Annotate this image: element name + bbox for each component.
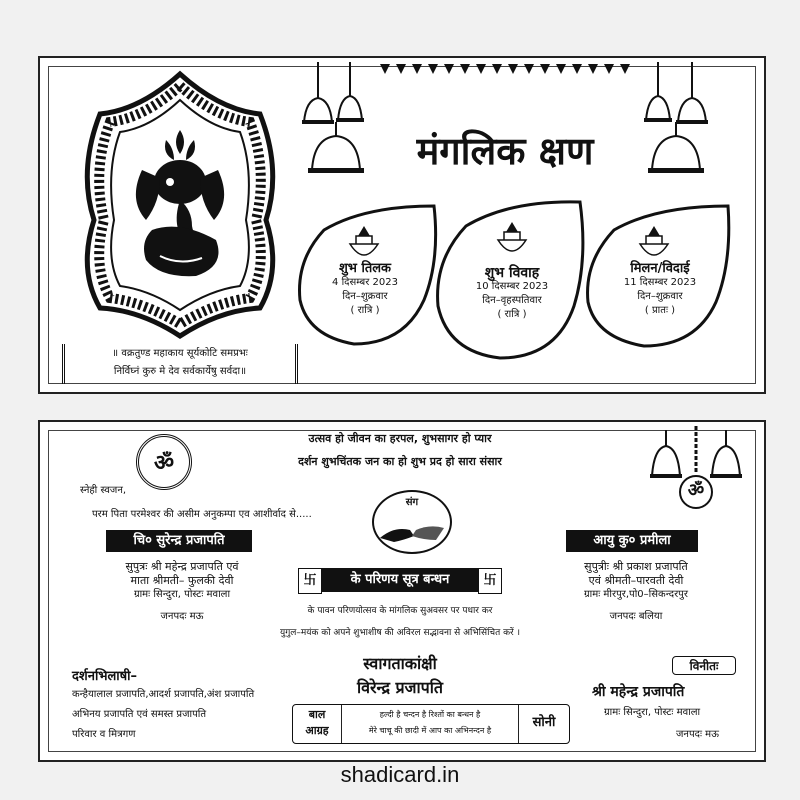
bells-left-icon [296,62,376,182]
event-3-time: ( प्रातः ) [644,305,676,316]
bal-label-1: बाल [308,708,326,721]
shloka-line-2: निर्विघ्नं कुरु मे देव सर्वकार्येषु सर्वदा॥ [113,366,247,377]
invite-line-2: युगुल–मयंक को अपने शुभाशीष की अविरल सद्भावना से अभिसिंचित करें । [280,628,520,638]
ceremony-banner [300,568,500,592]
darshan-line-3: परिवार व मित्रगण [72,729,136,740]
vinit-title: विनीतः [672,656,736,675]
bells-right-icon [636,62,716,182]
shloka-line-1: ॥ वक्रतुण्ड महाकाय सूर्यकोटि समप्रभः [112,348,248,359]
vinit-address: ग्रामः सिन्दुरा, पोस्टः मवाला [604,707,701,718]
event-2 [452,266,572,322]
bal-aagrah-box [292,704,570,744]
om-symbol-right: ॐ [687,480,705,501]
swastika-right-icon: 卐 [478,568,502,594]
greeting: स्नेही स्वजन, [80,485,127,496]
event-3-date: 11 दिसम्बर 2023 [623,277,697,288]
event-1-day: दिन–शुक्रवार [342,291,388,302]
bal-label [293,705,342,743]
welcome-title: स्वागताकांक्षी [363,654,437,673]
sang-label: संग [405,497,419,508]
holding-hands-icon [374,510,450,550]
swastika-left-icon: 卐 [298,568,322,594]
blessing: परम पिता परमेश्वर की असीम अनुकम्पा एव आशीर्वाद से..... [92,509,312,520]
welcome-name: विरेन्द्र प्रजापति [356,678,444,697]
site-footer: shadicard.in [340,762,460,787]
couplet-line-1: उत्सव हो जीवन का हरपल, शुभसागर हो प्यार [308,432,492,445]
vinit-district: जनपदः मऊ [676,729,719,740]
bal-name: सोनी [532,715,556,730]
bride-line-2: एवं श्रीमती–पारवती देवी [588,574,684,587]
hands-emblem-icon [372,490,452,554]
decorative-strip-icon [376,62,632,78]
bride-line-4: जनपदः बलिया [609,611,663,622]
event-1-date: 4 दिसम्बर 2023 [332,277,398,288]
event-2-date: 10 दिसम्बर 2023 [475,281,549,292]
bal-label-2: आग्रह [305,724,329,737]
bride-line-3: ग्रामः मीरपुर,पो0–सिकन्दरपुर [584,589,688,600]
event-1 [310,262,420,318]
page-title: मंगलिक क्षण [416,128,594,173]
event-2-day: दिन–वृहस्पतिवार [482,295,542,306]
bride-line-1: सुपुत्रीः श्री प्रकाश प्रजापति [584,560,688,573]
darshan-title: दर्शनभिलाषी– [72,669,138,684]
groom-name-banner: चि० सुरेन्द्र प्रजापति [106,530,252,552]
bells-om-icon [648,426,744,516]
event-1-time: ( रात्रि ) [350,305,380,316]
event-3 [600,262,720,318]
bal-line-1: हल्दी है चन्दन है रिश्तों का बन्धन है [379,710,481,719]
om-medallion-icon [136,434,192,490]
vinit-name: श्री महेन्द्र प्रजापति [592,684,685,700]
om-symbol: ॐ [153,451,175,476]
event-3-title: मिलन/विदाई [630,261,690,276]
bal-line-2: मेरे चाचू की छादी में आप का अभिनन्दन है [368,726,492,735]
darshan-line-1: कन्हैयालाल प्रजापति,आदर्श प्रजापति,अंश प्रजापति [72,689,255,700]
bal-poem [342,705,519,743]
groom-line-2: माता श्रीमती– फुलकी देवी [130,574,234,587]
ceremony-banner-text: के परिणय सूत्र बन्धन [350,572,450,587]
darshan-line-2: अभिनय प्रजापति एवं समस्त प्रजापति [72,709,207,720]
groom-line-4: जनपदः मऊ [160,611,204,622]
invite-line-1: के पावन परिणयोत्सव के मांगलिक सुअवसर पर पधार कर [307,606,493,616]
ganesha-frame [70,70,290,340]
event-3-day: दिन–शुक्रवार [637,291,683,302]
shloka-box [62,344,298,384]
couplet-line-2: दर्शन शुभचिंतक जन का हो शुभ प्रद हो सारा संसार [298,455,502,468]
bride-details [540,560,732,624]
event-2-title: शुभ विवाह [484,265,540,281]
groom-line-3: ग्रामः सिन्दुरा, पोस्टः मवाला [133,589,231,600]
bride-name-banner: आयु कु० प्रमीला [566,530,698,552]
event-2-time: ( रात्रि ) [497,309,527,320]
event-1-title: शुभ तिलक [338,261,392,276]
groom-line-1: सुपुत्रः श्री महेन्द्र प्रजापति एवं [125,560,239,573]
